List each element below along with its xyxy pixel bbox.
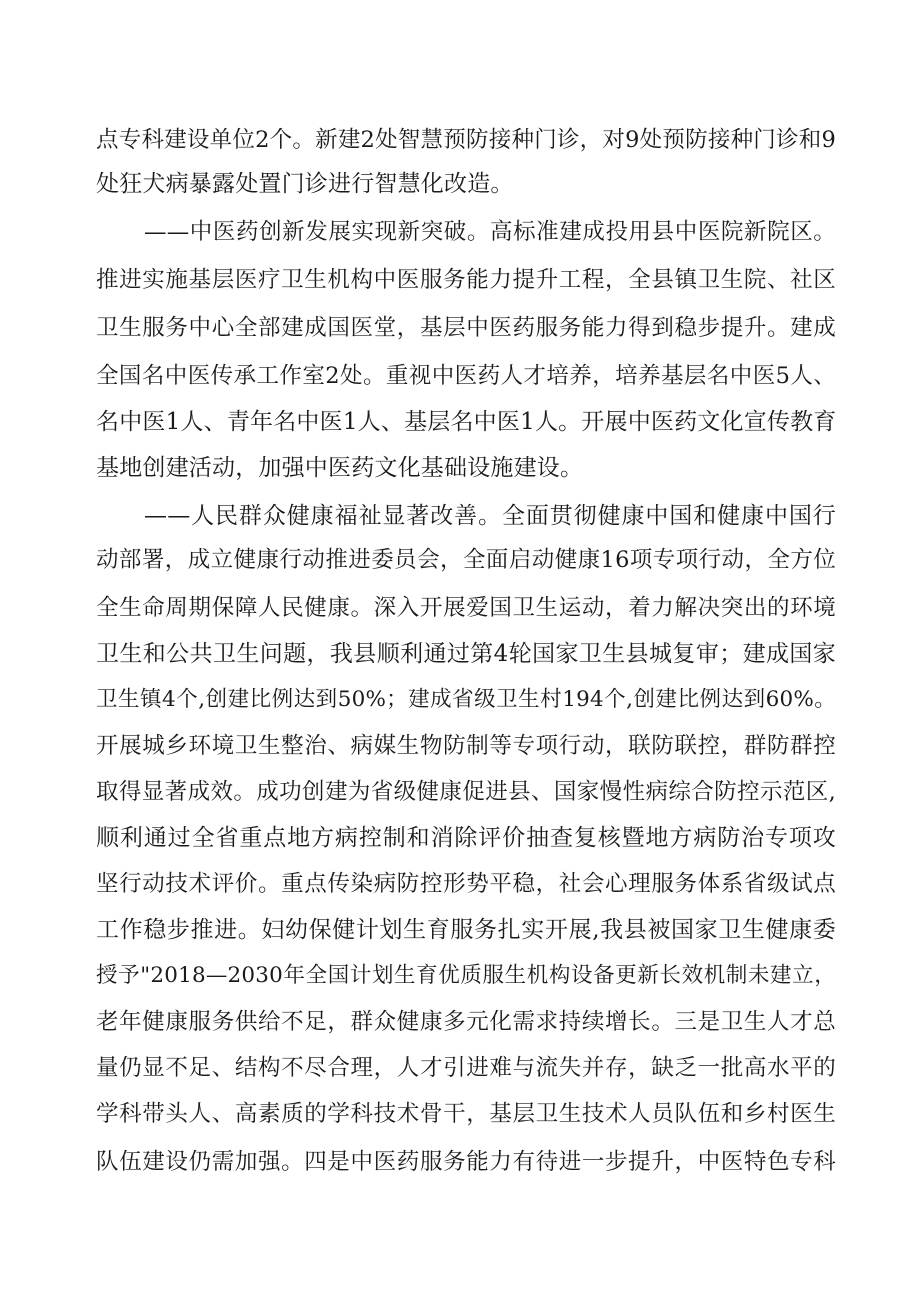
text-line-10: 动部署，成立健康行动推进委员会，全面启动健康16项专项行动，全方位 xyxy=(96,547,836,573)
text-line-8: 基地创建活动，加强中医药文化基础设施建设。 xyxy=(96,455,584,481)
text-line-4: 推进实施基层医疗卫生机构中医服务能力提升工程，全县镇卫生院、社区 xyxy=(96,267,836,293)
text-line-12: 卫生和公共卫生问题，我县顺利通过第4轮国家卫生县城复审；建成国家 xyxy=(96,641,836,667)
text-line-18: 工作稳步推进。妇幼保健计划生育服务扎实开展,我县被国家卫生健康委 xyxy=(96,917,836,943)
text-line-6: 全国名中医传承工作室2处。重视中医药人才培养，培养基层名中医5人、 xyxy=(96,363,836,389)
text-line-23: 队伍建设仍需加强。四是中医药服务能力有待进一步提升，中医特色专科 xyxy=(96,1149,836,1175)
text-line-16: 顺利通过全省重点地方病控制和消除评价抽查复核暨地方病防治专项攻 xyxy=(96,825,836,851)
text-line-15: 取得显著成效。成功创建为省级健康促进县、国家慢性病综合防控示范区, xyxy=(96,779,836,805)
text-line-3: ——中医药创新发展实现新突破。高标准建成投用县中医院新院区。 xyxy=(144,219,836,245)
text-line-1: 点专科建设单位2个。新建2处智慧预防接种门诊，对9处预防接种门诊和9 xyxy=(96,127,836,153)
text-line-17: 坚行动技术评价。重点传染病防控形势平稳，社会心理服务体系省级试点 xyxy=(96,871,836,897)
text-line-5: 卫生服务中心全部建成国医堂，基层中医药服务能力得到稳步提升。建成 xyxy=(96,315,836,341)
text-line-22: 学科带头人、高素质的学科技术骨干，基层卫生技术人员队伍和乡村医生 xyxy=(96,1101,836,1127)
text-line-13: 卫生镇4个,创建比例达到50%；建成省级卫生村194个,创建比例达到60%。 xyxy=(96,687,836,712)
text-line-11: 全生命周期保障人民健康。深入开展爱国卫生运动，着力解决突出的环境 xyxy=(96,595,836,621)
text-line-9: ——人民群众健康福祉显著改善。全面贯彻健康中国和健康中国行 xyxy=(144,503,836,529)
text-line-14: 开展城乡环境卫生整治、病媒生物防制等专项行动，联防联控，群防群控 xyxy=(96,733,836,759)
text-line-21: 量仍显不足、结构不尽合理，人才引进难与流失并存，缺乏一批高水平的 xyxy=(96,1055,836,1081)
text-line-2: 处狂犬病暴露处置门诊进行智慧化改造。 xyxy=(96,171,514,197)
text-line-19: 授予"2018—2030年全国计划生育优质服生机构设备更新长效机制未建立， xyxy=(96,963,836,988)
text-line-7: 名中医1人、青年名中医1人、基层名中医1人。开展中医药文化宣传教育 xyxy=(96,409,837,435)
text-line-20: 老年健康服务供给不足，群众健康多元化需求持续增长。三是卫生人才总 xyxy=(96,1009,836,1035)
